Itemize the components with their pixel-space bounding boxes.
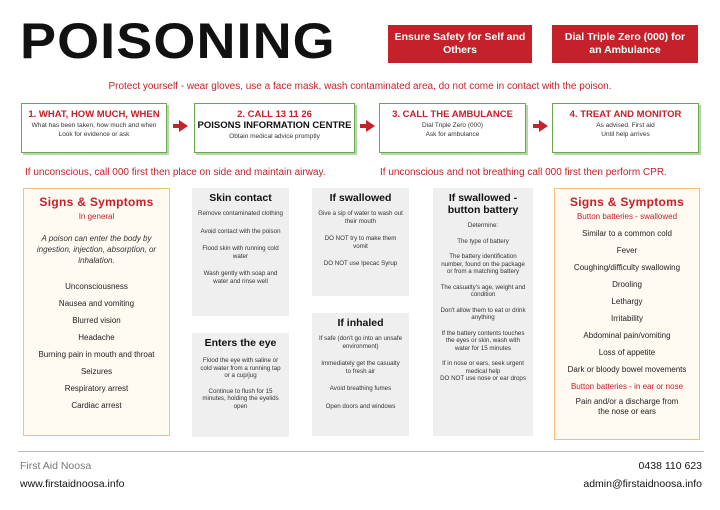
arrow-icon [539, 120, 548, 132]
website-link[interactable]: www.firstaidnoosa.info [20, 478, 125, 490]
box-item: Determine: [467, 222, 499, 229]
box-heading: If swallowed [329, 192, 392, 204]
symptom-item: Coughing/difficulty swallowing [573, 263, 681, 272]
panel-subheading-ear-nose: Button batteries - in ear or nose [570, 382, 684, 391]
box-item: Wash gently with soap and water and rinse well [203, 270, 278, 285]
enters-eye-box [192, 333, 289, 437]
symptom-item: Nausea and vomiting [58, 299, 135, 308]
symptom-item: Respiratory arrest [64, 384, 129, 393]
symptom-item: Unconsciousness [65, 282, 128, 291]
arrow-icon [179, 120, 188, 132]
box-heading: If swallowed - button battery [447, 192, 519, 216]
box-item: Remove contaminated clothing [198, 210, 283, 217]
unconscious-cpr-text: If unconscious and not breathing call 000 first then perform CPR. [380, 167, 667, 178]
symptom-item: Similar to a common cold [582, 229, 672, 238]
symptom-item: Irritability [610, 314, 643, 323]
button-battery-box [433, 188, 533, 436]
box-item: Give a sip of water to wash out their mouth [318, 210, 403, 225]
box-heading: If inhaled [337, 317, 384, 329]
box-item: Avoid breathing fumes [329, 385, 392, 392]
phone-number[interactable]: 0438 110 623 [638, 460, 702, 472]
step-subtitle: POISONS INFORMATION CENTRE [197, 120, 352, 131]
symptom-item: Seizures [80, 367, 113, 376]
symptom-item: Dark or bloody bowel movements [567, 365, 687, 374]
arrow-icon [366, 120, 375, 132]
step-title: 3. CALL THE AMBULANCE [392, 109, 513, 120]
footer-divider [18, 451, 704, 452]
step-description: Dial Triple Zero (000) Ask for ambulance [421, 122, 484, 138]
box-item: DO NOT use Ipecac Syrup [323, 260, 398, 267]
symptom-item: Fever [616, 246, 638, 255]
step-description: What has been taken, how much and when Look for evidence or ask [31, 122, 157, 138]
box-item: Flood skin with running cold water [202, 245, 279, 260]
box-item: DO NOT try to make them vomit [324, 235, 397, 250]
symptom-item: Pain and/or a discharge from the nose or ears [575, 397, 679, 416]
signs-symptoms-battery-panel [554, 188, 700, 440]
step-description: Obtain medical advice promptly [229, 133, 320, 140]
skin-contact-box [192, 188, 289, 316]
panel-subheading: Button batteries - swallowed [576, 212, 678, 221]
symptom-item: Burning pain in mouth and throat [38, 350, 155, 359]
step-treat-and-monitor [552, 103, 699, 153]
box-item: Flood the eye with saline or cold water from a running tap or a cup/jug [200, 357, 281, 379]
if-inhaled-box [312, 313, 409, 436]
unconscious-airway-text: If unconscious, call 000 first then place on side and maintain airway. [25, 167, 326, 178]
step-title: 4. TREAT AND MONITOR [569, 109, 682, 120]
protect-yourself-text: Protect yourself - wear gloves, use a face mask, wash contaminated area, do not come in contact with the poison. [108, 81, 612, 92]
symptom-item: Blurred vision [72, 316, 121, 325]
step-description: As advised. First aid Until help arrives [596, 122, 655, 138]
box-item: Continue to flush for 15 minutes, holding the eyelids open [202, 387, 279, 410]
symptom-item: Loss of appetite [598, 348, 656, 357]
panel-subheading: In general [78, 212, 115, 221]
box-heading: Skin contact [209, 192, 272, 204]
email-link[interactable]: admin@firstaidnoosa.info [583, 478, 702, 490]
panel-heading: Signs & Symptoms [569, 195, 685, 209]
symptom-item: Drooling [612, 280, 642, 289]
step-title: 1. WHAT, HOW MUCH, WHEN [28, 109, 160, 120]
symptom-item: Cardiac arrest [71, 401, 122, 410]
box-item: If in nose or ears, seek urgent medical help DO NOT use nose or ear drops [440, 360, 526, 382]
box-item: If the battery contents touches the eyes or skin, wash with water for 15 minutes [441, 329, 525, 352]
step-call-ambulance [379, 103, 526, 153]
step-title: 2. CALL 13 11 26 [237, 109, 312, 120]
symptom-item: Headache [78, 333, 115, 342]
organisation-name: First Aid Noosa [20, 460, 92, 472]
box-item: The casualty's age, weight and condition [440, 283, 526, 298]
ensure-safety-box: Ensure Safety for Self and Others [388, 25, 532, 63]
box-item: If safe (don't go into an unsafe environment) [318, 335, 403, 350]
box-item: Immediately get the casualty to fresh air [321, 360, 400, 375]
if-swallowed-box [312, 188, 409, 296]
box-item: Avoid contact with the poison [200, 227, 281, 235]
step-what-how-much-when [21, 103, 167, 153]
box-item: Open doors and windows [325, 402, 396, 410]
page-title: POISONING [20, 13, 336, 69]
panel-heading: Signs & Symptoms [39, 195, 154, 209]
box-item: The battery identification number, found on the package or from a matching battery [441, 253, 525, 275]
symptom-item: Abdominal pain/vomiting [583, 331, 671, 340]
dial-ambulance-box: Dial Triple Zero (000) for an Ambulance [552, 25, 698, 63]
box-item: Don't allow them to eat or drink anything [440, 306, 526, 321]
symptom-item: Lethargy [611, 297, 643, 306]
box-item: The type of battery [457, 237, 509, 245]
box-heading: Enters the eye [204, 337, 277, 349]
panel-intro: A poison can enter the body by ingestion, injection, absorption, or inhalation. [36, 234, 157, 265]
step-call-poisons-centre [194, 103, 355, 153]
signs-symptoms-general-panel [23, 188, 170, 436]
